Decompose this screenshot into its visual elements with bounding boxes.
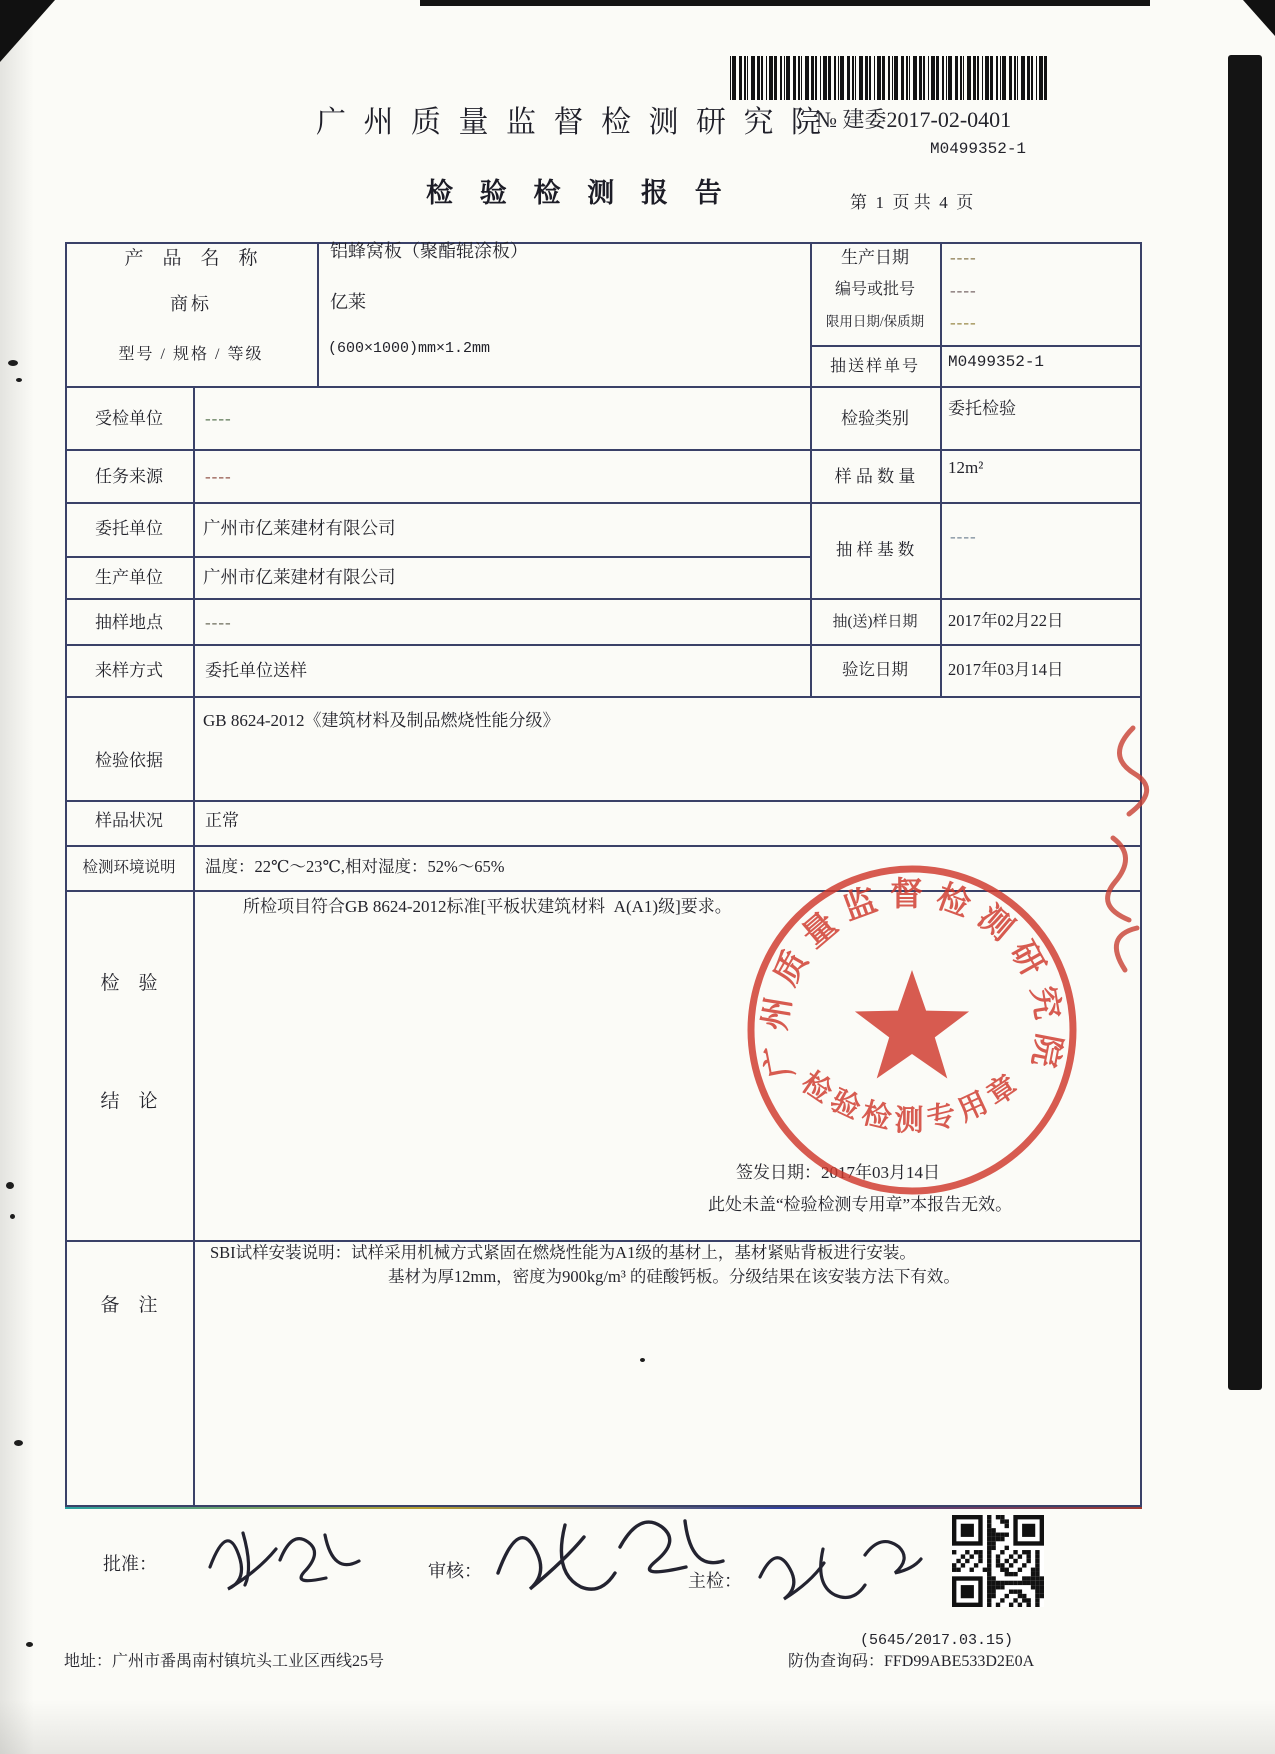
task-source-value: ---- xyxy=(205,467,232,486)
model-spec-label: 型号 / 规格 / 等级 xyxy=(118,346,264,363)
batch-no-label: 编号或批号 xyxy=(834,281,915,298)
sampling-place-label: 抽样地点 xyxy=(95,613,163,632)
remark-label: 备 注 xyxy=(100,1295,158,1316)
stamp-star-icon xyxy=(855,970,969,1079)
production-date-value: ---- xyxy=(950,248,977,267)
approver-signature xyxy=(185,1505,375,1605)
conclusion-label-bottom: 结 论 xyxy=(100,1091,158,1112)
basis-value: GB 8624-2012《建筑材料及制品燃烧性能分级》 xyxy=(203,711,560,730)
inspector-signature xyxy=(745,1515,930,1620)
inspected-unit-value: ---- xyxy=(205,409,232,428)
report-title: 检 验 检 测 报 告 xyxy=(426,178,732,208)
reviewer-signature xyxy=(480,1495,745,1615)
sample-code-header: M0499352-1 xyxy=(930,140,1027,158)
manufacturer-value: 广州市亿莱建材有限公司 xyxy=(203,567,396,587)
production-date-label: 生产日期 xyxy=(841,248,909,267)
sample-qty-label: 样 品 数 量 xyxy=(834,467,916,486)
report-number: № 建委2017-02-0401 xyxy=(816,107,1012,132)
approve-label: 批准： xyxy=(103,1554,157,1574)
issue-date: 签发日期：2017年03月14日 xyxy=(736,1163,940,1182)
expiry-label: 限用日期/保质期 xyxy=(825,314,925,329)
basis-label: 检验依据 xyxy=(95,751,163,770)
remark-line1: SBI试样安装说明：试样采用机械方式紧固在燃烧性能为A1级的基材上，基材紧贴背板进行安装。 xyxy=(210,1243,916,1262)
task-source-label: 任务来源 xyxy=(95,467,163,486)
brand-value: 亿莱 xyxy=(330,292,366,312)
inspect-label: 主检： xyxy=(688,1571,742,1591)
condition-label: 样品状况 xyxy=(95,811,163,830)
sampling-base-label: 抽 样 基 数 xyxy=(835,540,915,559)
sample-form-label: 抽送样单号 xyxy=(829,358,920,375)
red-ink-marks xyxy=(1075,720,1150,980)
official-stamp xyxy=(740,858,1084,1202)
sampling-base-value: ---- xyxy=(950,527,977,546)
receipt-date-label: 验讫日期 xyxy=(842,660,908,679)
sampling-date-label: 抽(送)样日期 xyxy=(832,614,918,630)
client-label: 委托单位 xyxy=(95,519,163,538)
condition-value: 正常 xyxy=(205,811,239,830)
sample-form-value: M0499352-1 xyxy=(948,353,1045,371)
remark-line2: 基材为厚12mm，密度为900kg/m³ 的硅酸钙板。分级结果在该安装方法下有效。 xyxy=(388,1267,960,1286)
delivery-label: 来样方式 xyxy=(95,661,163,680)
inspection-type-value: 委托检验 xyxy=(948,399,1016,418)
product-name-label: 产 品 名 称 xyxy=(124,248,258,269)
scan-corner-topleft xyxy=(0,0,55,62)
stamp-banner-text: 检验检测专用章 xyxy=(795,1066,1029,1137)
invalid-note: 此处未盖“检验检测专用章”本报告无效。 xyxy=(708,1195,1013,1214)
sampling-place-value: ---- xyxy=(205,613,232,632)
inspected-unit-label: 受检单位 xyxy=(95,409,163,428)
conclusion-label-top: 检 验 xyxy=(100,973,158,994)
client-value: 广州市亿莱建材有限公司 xyxy=(203,518,396,538)
barcode xyxy=(728,56,1053,101)
address-line: 地址：广州市番禺南村镇坑头工业区西线25号 xyxy=(64,1653,385,1670)
print-code: (5645/2017.03.15) xyxy=(860,1632,1014,1649)
model-spec-value: (600×1000)mm×1.2mm xyxy=(328,340,491,357)
environment-label: 检测环境说明 xyxy=(82,859,176,876)
scan-corner-topright xyxy=(1243,0,1275,36)
review-label: 审核： xyxy=(428,1561,482,1581)
receipt-date-value: 2017年03月14日 xyxy=(948,660,1064,679)
anti-counterfeit-code: 防伪查询码：FFD99ABE533D2E0A xyxy=(788,1653,1035,1670)
brand-label: 商标 xyxy=(170,294,212,314)
conclusion-text: 所检项目符合GB 8624-2012标准[平板状建筑材料 A(A1)级]要求。 xyxy=(243,897,732,916)
inspection-type-label: 检验类别 xyxy=(841,409,909,428)
delivery-value: 委托单位送样 xyxy=(205,661,307,680)
sample-qty-value: 12m² xyxy=(948,458,984,477)
scan-shadow-left xyxy=(0,0,34,1754)
expiry-value: ---- xyxy=(950,313,977,332)
scan-shadow-bottom xyxy=(0,1700,1275,1754)
product-name-value: 铝蜂窝板（聚酯辊涂板） xyxy=(330,241,528,261)
page-indicator: 第 1 页 共 4 页 xyxy=(850,193,974,212)
scan-edge-top xyxy=(420,0,1150,6)
stamp-ring-text: 广州质量监督检测研究院 xyxy=(757,876,1067,1081)
scan-edge-band xyxy=(1228,55,1262,1390)
manufacturer-label: 生产单位 xyxy=(95,568,163,587)
sampling-date-value: 2017年02月22日 xyxy=(948,611,1064,630)
batch-no-value: ---- xyxy=(950,281,977,300)
institute-title: 广 州 质 量 监 督 检 测 研 究 院 xyxy=(316,106,826,139)
qr-code xyxy=(952,1515,1044,1607)
environment-value: 温度：22℃～23℃,相对湿度：52%～65% xyxy=(205,857,505,876)
